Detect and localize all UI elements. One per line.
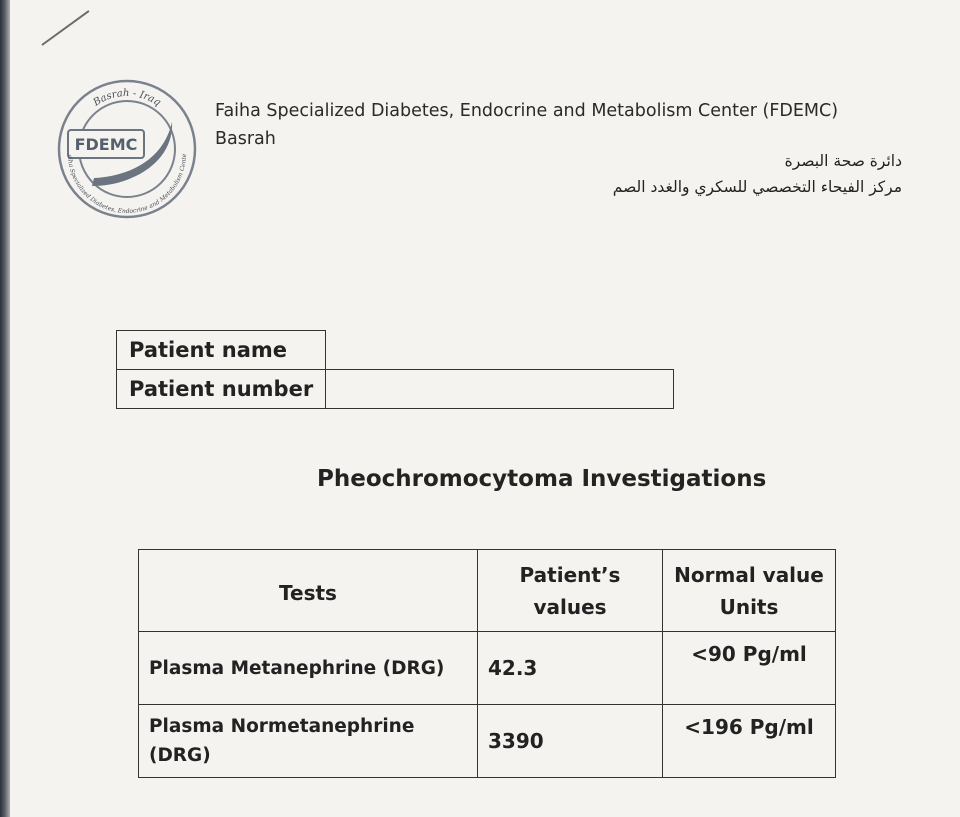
arabic-line-1: دائرة صحة البصرة: [784, 152, 902, 170]
logo-ring-top-path: Basrah - Iraq: [91, 87, 163, 109]
header-normal-value-units: [663, 550, 836, 632]
patient-number-value: [326, 370, 674, 409]
patient-info-table: [116, 330, 674, 409]
header-patient-values-line2: values: [533, 594, 607, 619]
test-name: Plasma Normetanephrine (DRG): [139, 705, 478, 778]
patient-value: 3390: [478, 705, 663, 778]
table-row: [139, 632, 836, 705]
header-arabic: [613, 148, 902, 200]
header-patient-values-line1: Patient’s: [519, 562, 621, 587]
normal-value: <90 Pg/ml: [663, 632, 836, 705]
header-english: [215, 97, 838, 153]
patient-name-value: [326, 331, 674, 370]
header-normal-value-line1: Normal value: [674, 562, 824, 587]
report-title: Pheochromocytoma Investigations: [317, 466, 767, 492]
test-name: Plasma Metanephrine (DRG): [139, 632, 478, 705]
logo-abbreviation: FDEMC: [74, 135, 138, 154]
patient-number-row: [117, 370, 674, 409]
fdemc-logo: [52, 74, 202, 224]
header-patient-values: [478, 550, 663, 632]
arabic-line-2: مركز الفيحاء التخصصي للسكري والغدد الصم: [612, 178, 902, 196]
results-header-row: [139, 550, 836, 632]
patient-name-row: [117, 331, 674, 370]
header-normal-value-line2: Units: [719, 594, 779, 619]
table-row: [139, 705, 836, 778]
normal-value: <196 Pg/ml: [663, 705, 836, 778]
fdemc-logo-graphic: [52, 74, 202, 224]
results-table: [138, 549, 836, 778]
patient-number-label: Patient number: [117, 370, 326, 409]
patient-value: 42.3: [478, 632, 663, 705]
logo-ring-top-text: [91, 88, 163, 109]
center-city: Basrah: [215, 129, 276, 149]
patient-name-label: Patient name: [117, 331, 326, 370]
center-name: Faiha Specialized Diabetes, Endocrine and Metabolism Center (FDEMC): [215, 101, 839, 121]
logo-ring-bottom-path: aiha Specialized Diabetes, Endocrine and Metabolism Cente: [65, 153, 189, 215]
header-tests: Tests: [139, 550, 478, 632]
